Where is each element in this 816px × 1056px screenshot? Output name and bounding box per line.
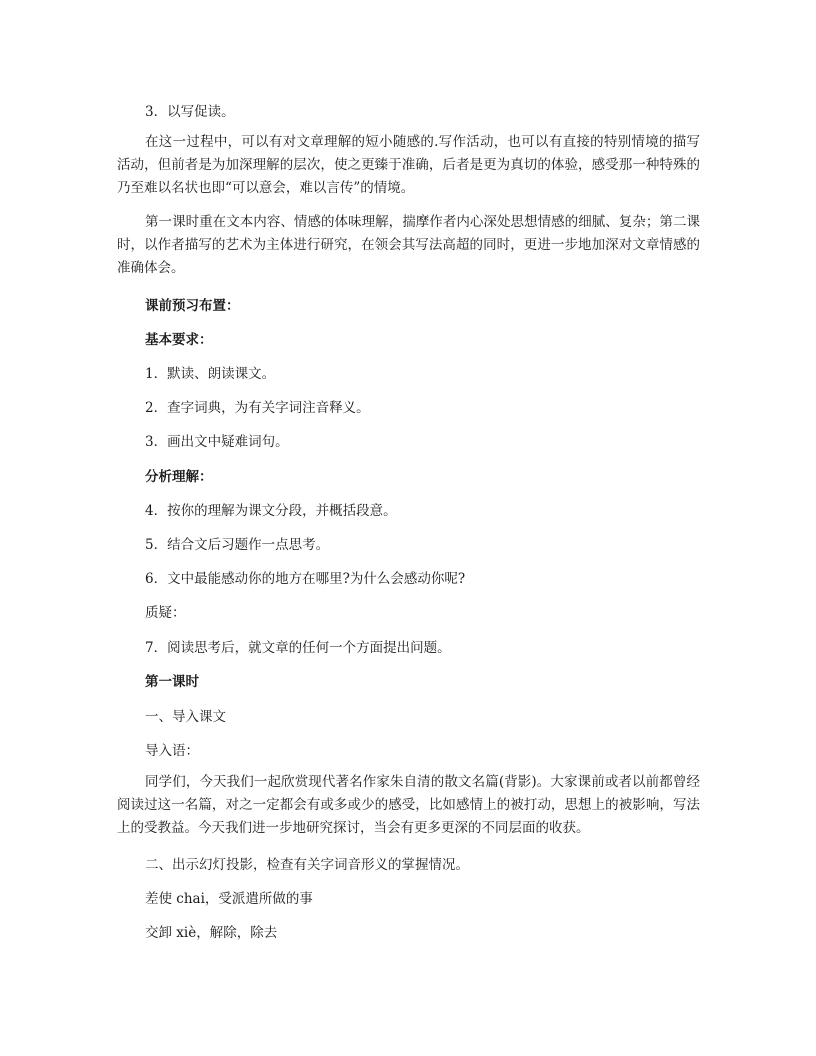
preview-heading: 课前预习布置： (145, 298, 240, 314)
paragraph-lesson-focus: 第一课时重在文本内容、情感的体味理解，揣摩作者内心深处思想情感的细腻、复杂；第二课时，以作者描写的艺术为主体进行研究，在领会其写法高超的同时，更进一步地加深对文章情感的准确体会。 (117, 214, 700, 276)
basic-item-3: 3．画出文中疑难词句。 (145, 434, 289, 450)
intro-label: 导入语： (145, 743, 199, 759)
analysis-item-4: 4．按你的理解为课文分段，并概括段意。 (145, 503, 397, 519)
paragraph-write-activity: 在这一过程中，可以有对文章理解的短小随感的.写作活动，也可以有直接的特别情境的描写活动，但前者是为加深理解的层次，使之更臻于准确，后者是更为真切的体验，感受那一种特殊的乃至难以名状也即“可以意会，难以言传”的情境。 (117, 134, 700, 196)
basic-item-1: 1．默读、朗读课文。 (145, 366, 276, 382)
vocab-item-1: 差使 chai，受派遣所做的事 (145, 891, 313, 907)
lesson-one-heading: 第一课时 (145, 674, 199, 690)
analysis-item-5: 5．结合文后习题作一点思考。 (145, 537, 330, 553)
section-2-heading: 二、出示幻灯投影，检查有关字词音形义的掌握情况。 (145, 857, 469, 873)
analysis-heading: 分析理解： (145, 469, 213, 485)
section-1-heading: 一、导入课文 (145, 709, 226, 725)
analysis-item-6: 6．文中最能感动你的地方在哪里?为什么会感动你呢? (145, 571, 466, 587)
question-heading: 质疑： (145, 605, 186, 621)
paragraph-intro: 同学们，今天我们一起欣赏现代著名作家朱自清的散文名篇(背影)。大家课前或者以前都曾经阅读过这一名篇，对之一定都会有或多或少的感受，比如感情上的被打动，思想上的被影响，写法上的受教益。今天我们进一步地研究探讨，当会有更多更深的不同层面的收获。 (117, 774, 700, 836)
item-write-promote-read: 3．以写促读。 (145, 104, 235, 120)
question-item-7: 7．阅读思考后，就文章的任何一个方面提出问题。 (145, 640, 451, 656)
vocab-item-2: 交卸 xiè，解除，除去 (145, 925, 278, 941)
basic-requirements-heading: 基本要求： (145, 332, 213, 348)
basic-item-2: 2．查字词典，为有关字词注音释义。 (145, 400, 370, 416)
